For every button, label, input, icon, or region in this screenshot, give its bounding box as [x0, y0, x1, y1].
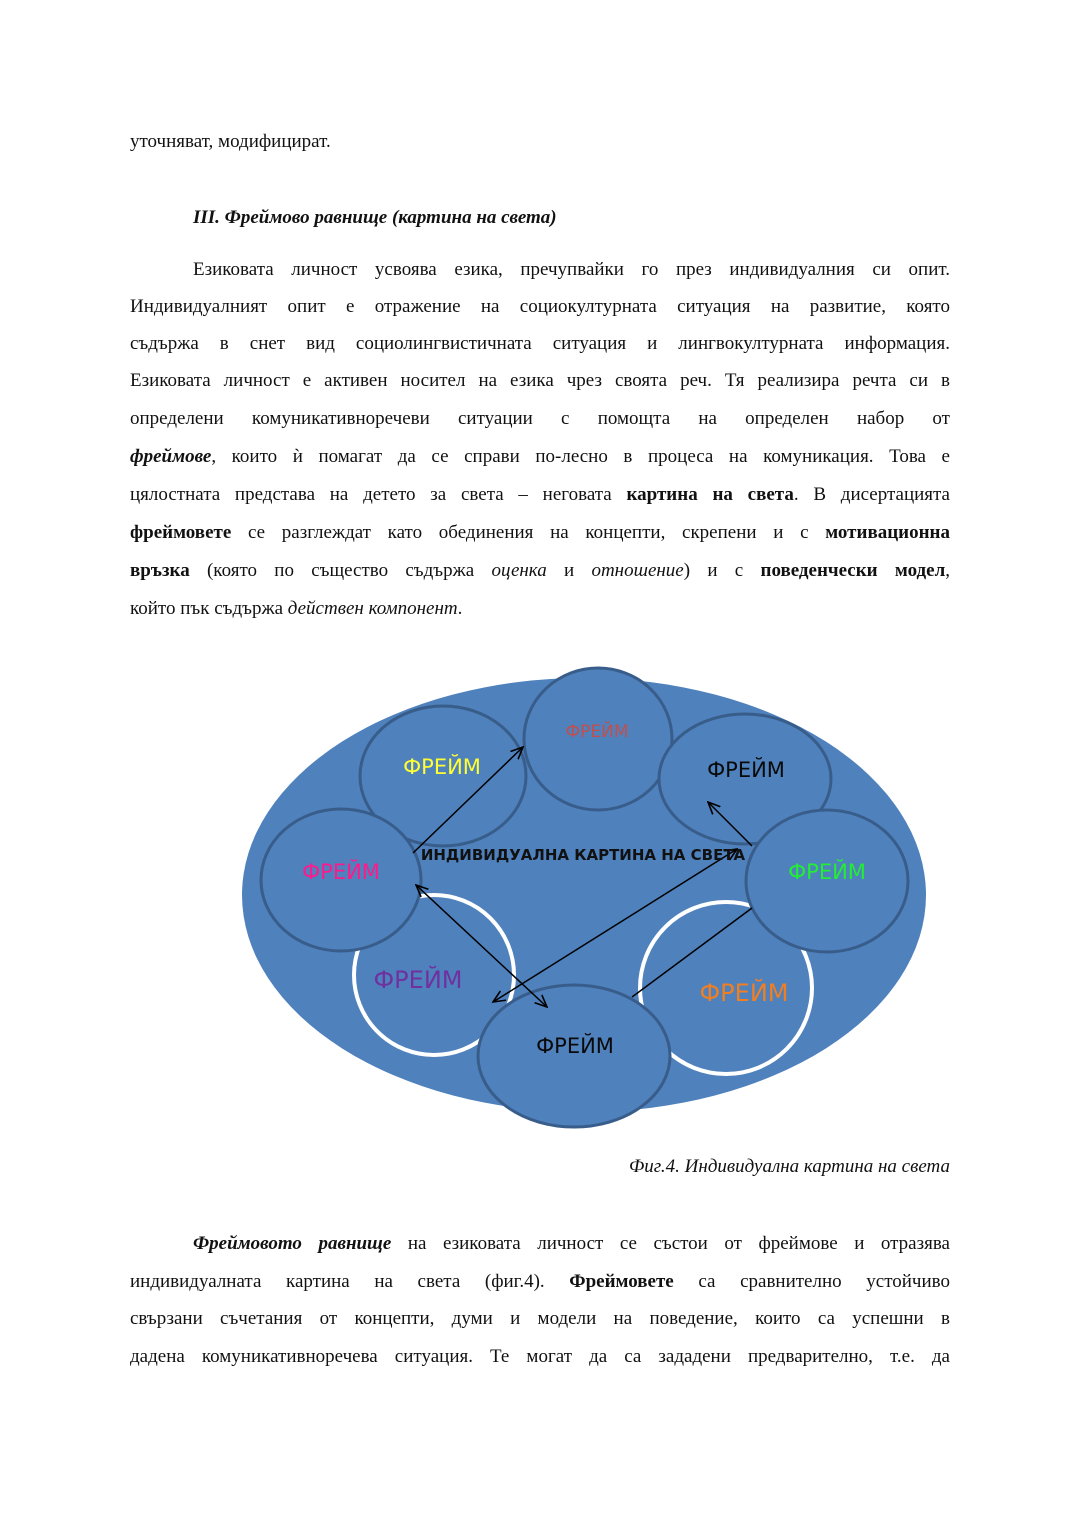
frame-label-black-bottom: ФРЕЙМ	[536, 1034, 614, 1058]
text-line: съдържа в снет вид социолингвистичната ситуация и лингвокултурната информация.	[130, 333, 950, 354]
frame-label-orange: ФРЕЙМ	[699, 979, 789, 1007]
text-line: уточняват, модифицират.	[130, 131, 331, 152]
text-line: който пък съдържа действен компонент.	[130, 598, 463, 619]
section-heading: III. Фреймово равнище (картина на света)	[193, 207, 557, 228]
text-line: Езиковата личност е активен носител на езика чрез своята реч. Тя реализира речта си в	[130, 370, 950, 391]
text-line: Индивидуалният опит е отражение на социокултурната ситуация на развитие, която	[130, 296, 950, 317]
text-line: фреймовете се разглеждат като обединения на концепти, скрепени и с мотивационна	[130, 522, 950, 543]
frame-label-purple: ФРЕЙМ	[373, 966, 463, 994]
frame-label-green: ФРЕЙМ	[788, 860, 866, 884]
text-line: фреймове, които ѝ помагат да се справи по-лесно в процеса на комуникация. Това е	[130, 446, 950, 467]
frame-label-pink: ФРЕЙМ	[302, 860, 380, 884]
text-line: Фреймовото равнище на езиковата личност се състои от фреймове и отразява	[193, 1233, 950, 1254]
text-line: връзка (която по същество съдържа оценка и отношение) и с поведенчески модел,	[130, 560, 951, 581]
text-line: индивидуалната картина на света (фиг.4). Фреймовете са сравнително устойчиво	[130, 1271, 950, 1292]
frame-label-red: ФРЕЙМ	[565, 722, 629, 742]
text-line: свързани съчетания от концепти, думи и модели на поведение, които са успешни в	[130, 1308, 950, 1329]
text-line: Езиковата личност усвоява езика, пречупвайки го през индивидуалния си опит.	[193, 259, 950, 280]
frame-label-black-top: ФРЕЙМ	[707, 758, 785, 782]
text-line: определени комуникативноречеви ситуации с помощта на определен набор от	[130, 408, 950, 429]
frame-label-yellow: ФРЕЙМ	[403, 755, 481, 779]
text-line: цялостната представа на детето за света – неговата картина на света. В дисертацията	[130, 484, 950, 505]
text-line: дадена комуникативноречева ситуация. Те могат да са зададени предварително, т.е. да	[130, 1346, 950, 1367]
center-label: ИНДИВИДУАЛНА КАРТИНА НА СВЕТА	[420, 846, 746, 864]
figure-caption: Фиг.4. Индивидуална картина на света	[628, 1156, 950, 1177]
